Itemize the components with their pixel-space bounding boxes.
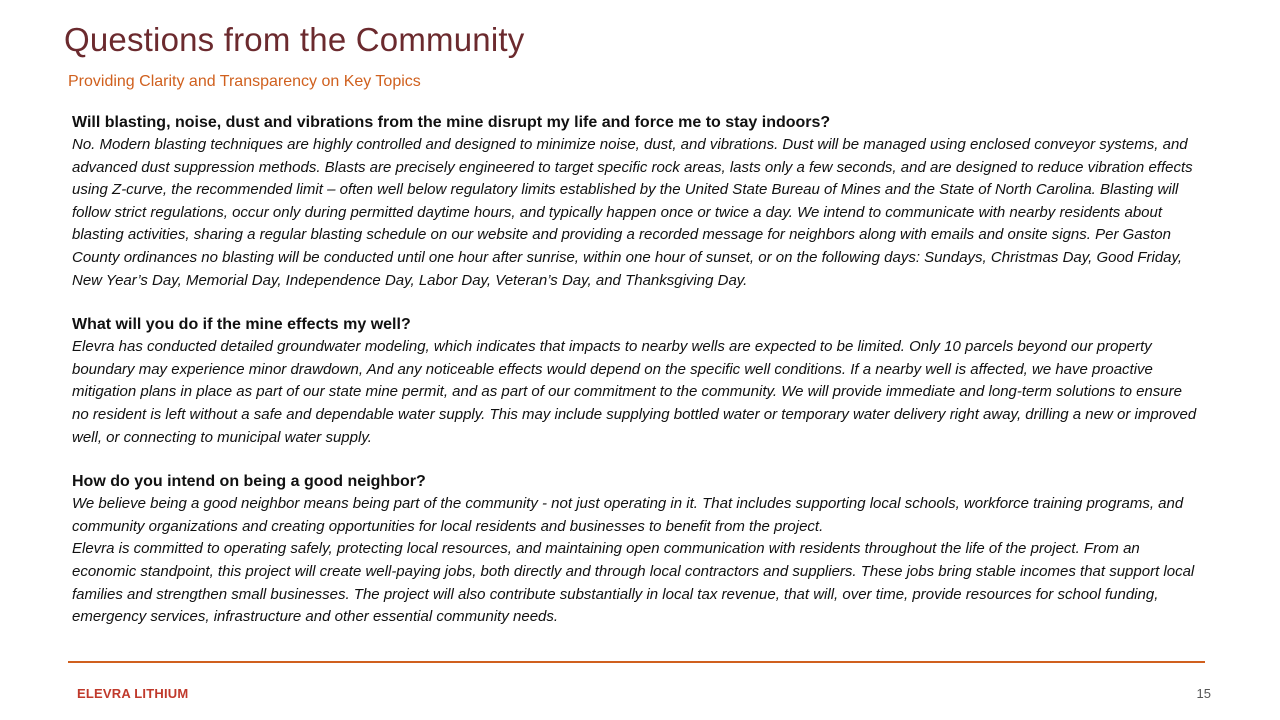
faq-content bbox=[72, 112, 1200, 651]
answer-paragraph: Elevra has conducted detailed groundwater modeling, which indicates that impacts to nearby wells are expected to be limited. Only 10 parcels beyond our property boundary may experience minor drawdown, And any noticeable effects would depend on the specific well conditions. If a nearby well is affected, we have proactive mitigation plans in place as part of our state mine permit, and as part of our commitment to the community. We will provide immediate and long-term solutions to ensure no resident is left without a safe and dependable water supply. This may include supplying bottled water or temporary water delivery right away, drilling a new or improved well, or connecting to municipal water supply. bbox=[72, 338, 1197, 446]
faq-section-well bbox=[72, 314, 1200, 449]
faq-section-neighbor bbox=[72, 471, 1200, 629]
faq-answer bbox=[72, 493, 1200, 629]
page-title: Questions from the Community bbox=[64, 21, 525, 58]
brand-logo-text: ELEVRA LITHIUM bbox=[77, 686, 189, 701]
answer-paragraph: No. Modern blasting techniques are highly controlled and designed to minimize noise, dust, and vibrations. Dust will be managed using enclosed conveyor systems, and advanced dust suppression methods. Blasts are precisely engineered to target specific rock areas, lasts only a few seconds, and are designed to reduce vibration effects using Z-curve, the recommended limit – often well below regulatory limits established by the United State Bureau of Mines and the State of North Carolina. Blasting will follow strict regulations, occur only during permitted daytime hours, and typically happen once or twice a day. We intend to communicate with nearby residents about blasting activities, sharing a regular blasting schedule on our website and providing a recorded message for neighbors along with emails and onsite signs. Per Gaston County ordinances no blasting will be conducted until one hour after sunrise, within one hour of sunset, or on the following days: Sundays, Christmas Day, Good Friday, New Year’s Day, Memorial Day, Independence Day, Labor Day, Veteran’s Day, and Thanksgiving Day. bbox=[72, 136, 1193, 289]
answer-paragraph: We believe being a good neighbor means being part of the community - not just operating in it. That includes supporting local schools, workforce training programs, and community organizations and creating opportunities for local residents and businesses to benefit from the project. bbox=[72, 495, 1184, 535]
answer-paragraph: Elevra is committed to operating safely, protecting local resources, and maintaining open communication with residents throughout the life of the project. From an economic standpoint, this project will create well-paying jobs, both directly and through local contractors and suppliers. These jobs bring stable incomes that support local families and strengthen small businesses. The project will also contribute substantially in local tax revenue, that will, over time, provide resources for school funding, emergency services, infrastructure and other essential community needs. bbox=[72, 540, 1195, 626]
faq-question: Will blasting, noise, dust and vibrations from the mine disrupt my life and force me to stay indoors? bbox=[72, 114, 831, 131]
faq-section-blasting bbox=[72, 112, 1200, 292]
faq-answer bbox=[72, 336, 1200, 449]
page-subtitle: Providing Clarity and Transparency on Key Topics bbox=[68, 73, 421, 90]
faq-answer bbox=[72, 134, 1200, 292]
page-number: 15 bbox=[1196, 686, 1211, 701]
faq-question: What will you do if the mine effects my well? bbox=[72, 316, 411, 334]
footer-divider bbox=[68, 661, 1205, 663]
faq-question: How do you intend on being a good neighbor? bbox=[72, 473, 426, 491]
